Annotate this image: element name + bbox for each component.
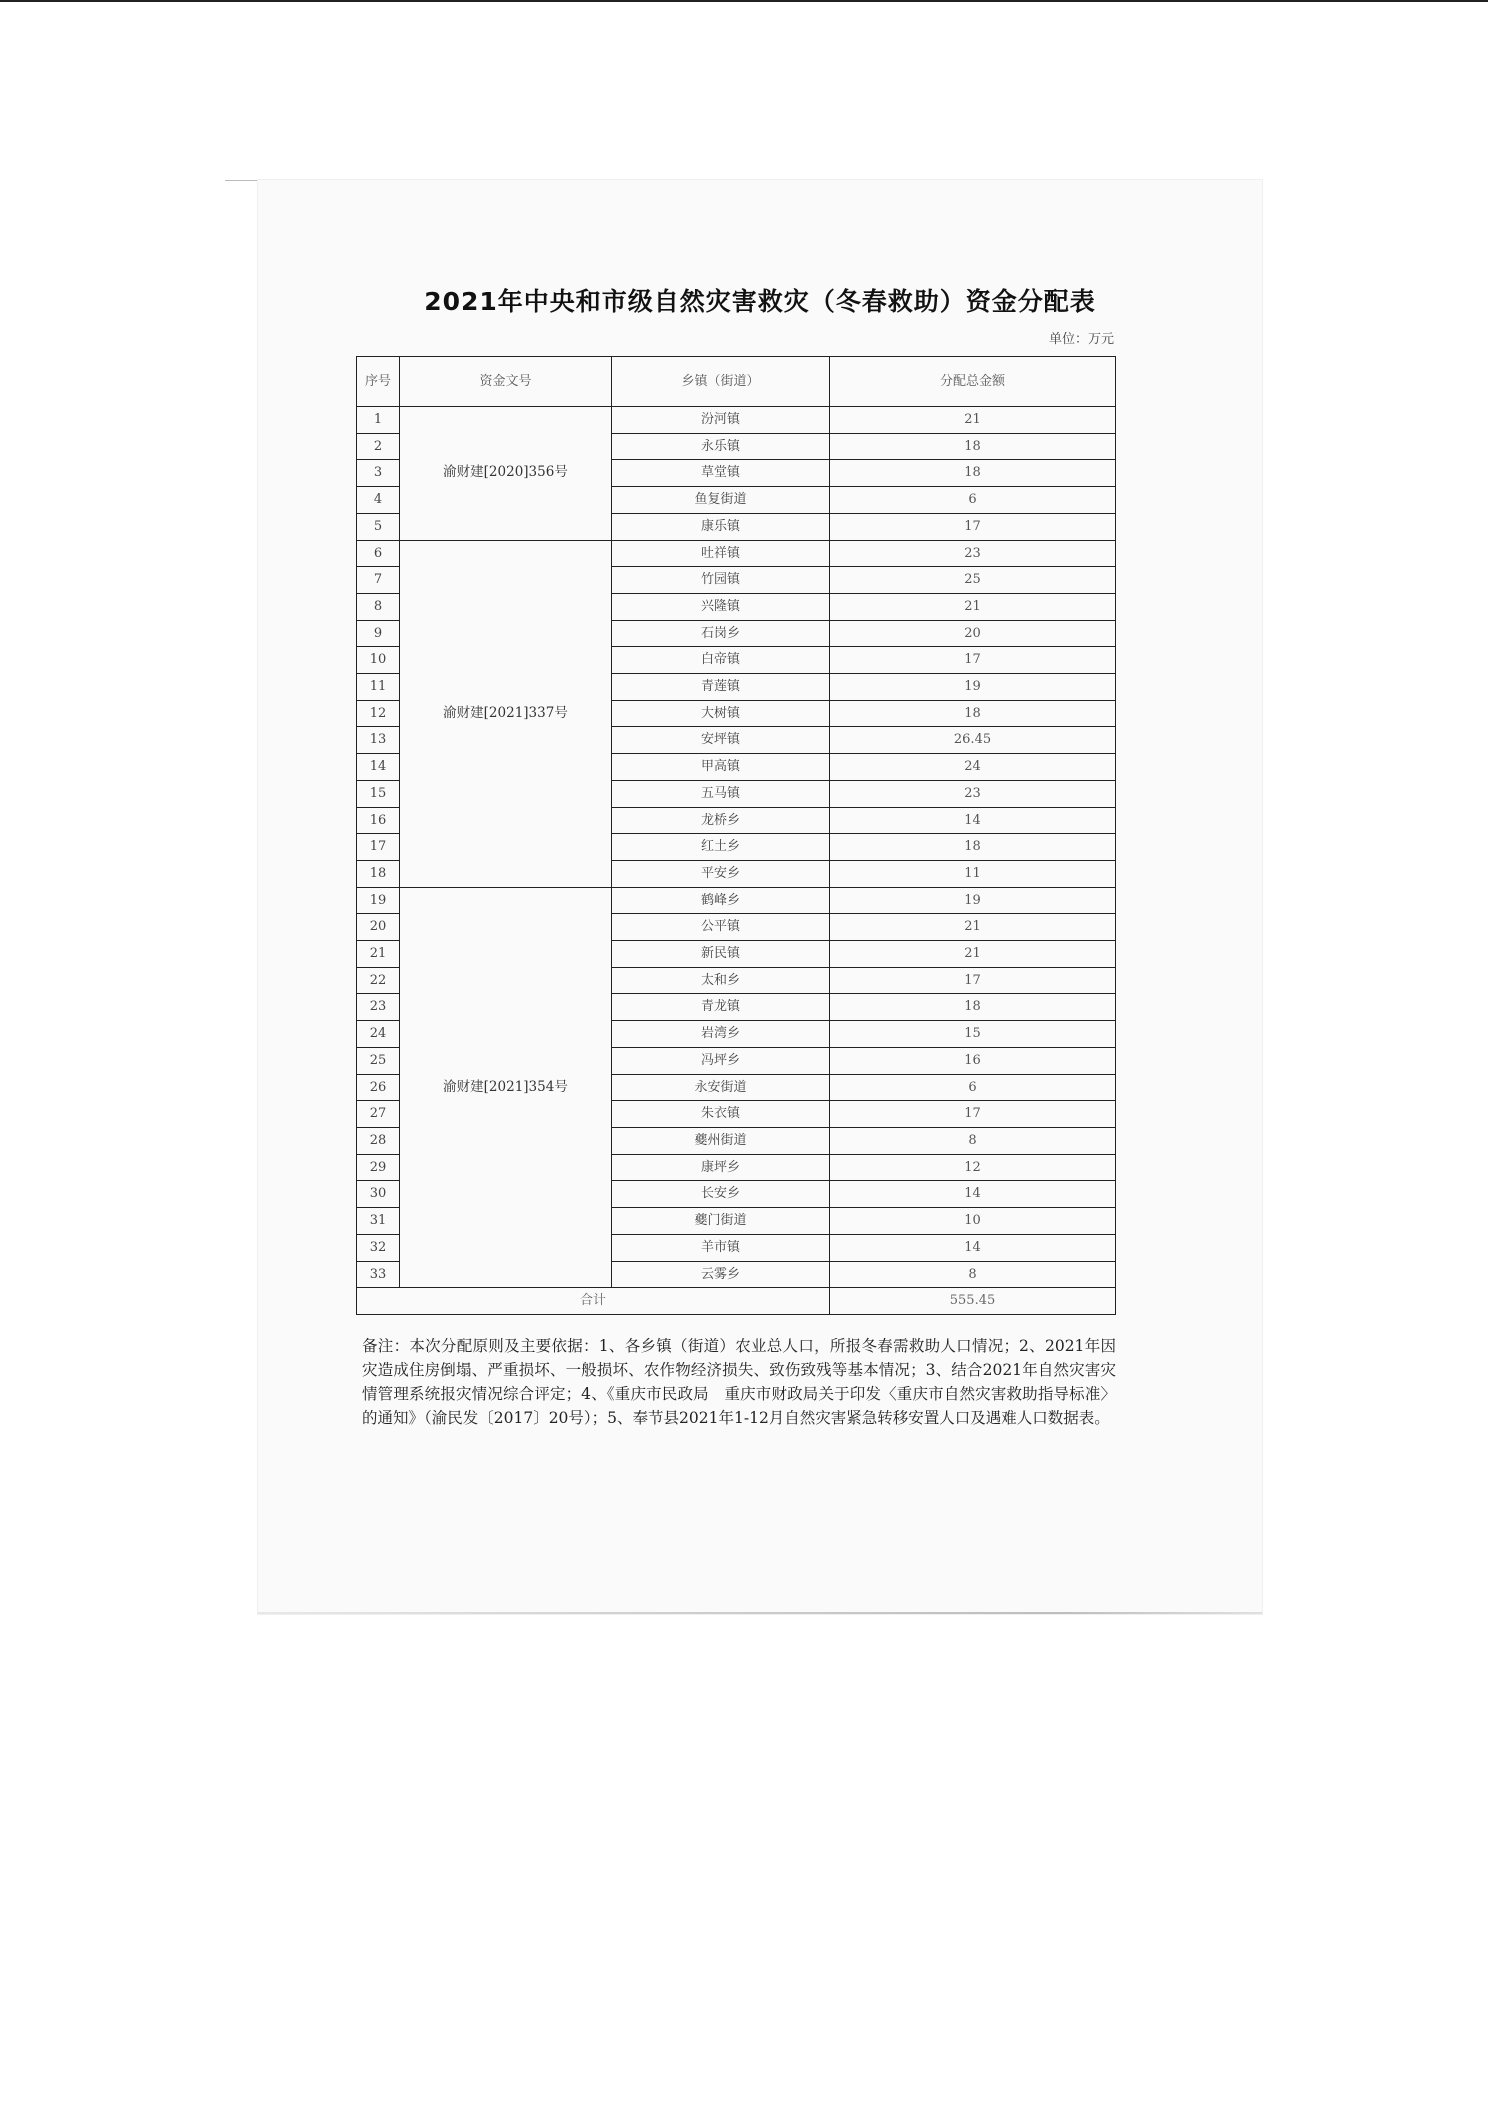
seq-cell: 29 <box>357 1154 400 1181</box>
header-doc-no: 资金文号 <box>400 357 612 407</box>
town-cell: 兴隆镇 <box>612 593 830 620</box>
table-header <box>357 357 1116 407</box>
seq-cell: 9 <box>357 620 400 647</box>
amount-cell: 21 <box>830 593 1116 620</box>
seq-cell: 12 <box>357 700 400 727</box>
amount-cell: 20 <box>830 620 1116 647</box>
remarks-note: 备注：本次分配原则及主要依据：1、各乡镇（街道）农业总人口，所报冬春需救助人口情况；2、2021年因灾造成住房倒塌、严重损坏、一般损坏、农作物经济损失、致伤致残等基本情况；3、结合2021年自然灾害灾情管理系统报灾情况综合评定；4、《重庆市民政局 重庆市财政局关于印发〈重庆市自然灾害救助指导标准〉的通知》（渝民发〔2017〕20号）；5、奉节县2021年1-12月自然灾害紧急转移安置人口及遇难人口数据表。 <box>362 1337 1116 1427</box>
town-cell: 康乐镇 <box>612 513 830 540</box>
town-cell: 鱼复街道 <box>612 487 830 514</box>
seq-cell: 16 <box>357 807 400 834</box>
scan-edge-mark <box>225 180 259 181</box>
town-cell: 鹤峰乡 <box>612 887 830 914</box>
town-cell: 长安乡 <box>612 1181 830 1208</box>
town-cell: 安坪镇 <box>612 727 830 754</box>
seq-cell: 15 <box>357 780 400 807</box>
doc-number-cell: 渝财建[2020]356号 <box>400 407 612 541</box>
scan-top-border <box>0 0 1488 2</box>
town-cell: 草堂镇 <box>612 460 830 487</box>
town-cell: 白帝镇 <box>612 647 830 674</box>
header-row <box>357 357 1116 407</box>
amount-cell: 10 <box>830 1208 1116 1235</box>
seq-cell: 19 <box>357 887 400 914</box>
seq-cell: 21 <box>357 941 400 968</box>
amount-cell: 23 <box>830 780 1116 807</box>
town-cell: 竹园镇 <box>612 567 830 594</box>
amount-cell: 21 <box>830 407 1116 434</box>
seq-cell: 13 <box>357 727 400 754</box>
seq-cell: 7 <box>357 567 400 594</box>
seq-cell: 24 <box>357 1021 400 1048</box>
town-cell: 青龙镇 <box>612 994 830 1021</box>
seq-cell: 26 <box>357 1074 400 1101</box>
town-cell: 康坪乡 <box>612 1154 830 1181</box>
seq-cell: 17 <box>357 834 400 861</box>
scan-bottom-edge <box>258 1612 1262 1614</box>
seq-cell: 18 <box>357 860 400 887</box>
table-row <box>357 887 1116 914</box>
amount-cell: 14 <box>830 1234 1116 1261</box>
document-title: 2021年中央和市级自然灾害救灾（冬春救助）资金分配表 <box>424 287 1096 316</box>
seq-cell: 31 <box>357 1208 400 1235</box>
total-label: 合计 <box>357 1288 830 1315</box>
seq-cell: 30 <box>357 1181 400 1208</box>
total-amount: 555.45 <box>830 1288 1116 1315</box>
doc-number-cell: 渝财建[2021]354号 <box>400 887 612 1288</box>
header-amount: 分配总金额 <box>830 357 1116 407</box>
amount-cell: 17 <box>830 513 1116 540</box>
town-cell: 平安乡 <box>612 860 830 887</box>
amount-cell: 8 <box>830 1127 1116 1154</box>
town-cell: 永安街道 <box>612 1074 830 1101</box>
town-cell: 龙桥乡 <box>612 807 830 834</box>
seq-cell: 20 <box>357 914 400 941</box>
amount-cell: 14 <box>830 807 1116 834</box>
seq-cell: 32 <box>357 1234 400 1261</box>
town-cell: 新民镇 <box>612 941 830 968</box>
table-row <box>357 540 1116 567</box>
amount-cell: 18 <box>830 433 1116 460</box>
seq-cell: 33 <box>357 1261 400 1288</box>
town-cell: 夔门街道 <box>612 1208 830 1235</box>
town-cell: 夔州街道 <box>612 1127 830 1154</box>
town-cell: 甲高镇 <box>612 754 830 781</box>
amount-cell: 19 <box>830 674 1116 701</box>
seq-cell: 3 <box>357 460 400 487</box>
amount-cell: 21 <box>830 914 1116 941</box>
header-town: 乡镇（街道） <box>612 357 830 407</box>
amount-cell: 11 <box>830 860 1116 887</box>
amount-cell: 18 <box>830 700 1116 727</box>
amount-cell: 26.45 <box>830 727 1116 754</box>
table-row <box>357 407 1116 434</box>
amount-cell: 24 <box>830 754 1116 781</box>
amount-cell: 17 <box>830 1101 1116 1128</box>
total-row <box>357 1288 1116 1315</box>
town-cell: 吐祥镇 <box>612 540 830 567</box>
town-cell: 石岗乡 <box>612 620 830 647</box>
seq-cell: 22 <box>357 967 400 994</box>
town-cell: 岩湾乡 <box>612 1021 830 1048</box>
doc-number-cell: 渝财建[2021]337号 <box>400 540 612 887</box>
seq-cell: 11 <box>357 674 400 701</box>
amount-cell: 25 <box>830 567 1116 594</box>
seq-cell: 10 <box>357 647 400 674</box>
unit-label: 单位：万元 <box>1048 332 1114 347</box>
town-cell: 太和乡 <box>612 967 830 994</box>
town-cell: 红土乡 <box>612 834 830 861</box>
seq-cell: 2 <box>357 433 400 460</box>
amount-cell: 17 <box>830 967 1116 994</box>
amount-cell: 18 <box>830 994 1116 1021</box>
town-cell: 汾河镇 <box>612 407 830 434</box>
town-cell: 朱衣镇 <box>612 1101 830 1128</box>
table-body <box>357 407 1116 1288</box>
seq-cell: 25 <box>357 1047 400 1074</box>
table-footer <box>357 1288 1116 1315</box>
amount-cell: 16 <box>830 1047 1116 1074</box>
seq-cell: 6 <box>357 540 400 567</box>
amount-cell: 8 <box>830 1261 1116 1288</box>
town-cell: 云雾乡 <box>612 1261 830 1288</box>
amount-cell: 18 <box>830 460 1116 487</box>
town-cell: 青莲镇 <box>612 674 830 701</box>
seq-cell: 27 <box>357 1101 400 1128</box>
amount-cell: 17 <box>830 647 1116 674</box>
town-cell: 冯坪乡 <box>612 1047 830 1074</box>
seq-cell: 4 <box>357 487 400 514</box>
amount-cell: 19 <box>830 887 1116 914</box>
header-seq: 序号 <box>357 357 400 407</box>
amount-cell: 18 <box>830 834 1116 861</box>
seq-cell: 23 <box>357 994 400 1021</box>
town-cell: 永乐镇 <box>612 433 830 460</box>
amount-cell: 6 <box>830 1074 1116 1101</box>
amount-cell: 6 <box>830 487 1116 514</box>
amount-cell: 12 <box>830 1154 1116 1181</box>
allocation-table <box>356 356 1116 1315</box>
town-cell: 羊市镇 <box>612 1234 830 1261</box>
amount-cell: 23 <box>830 540 1116 567</box>
seq-cell: 5 <box>357 513 400 540</box>
seq-cell: 28 <box>357 1127 400 1154</box>
seq-cell: 8 <box>357 593 400 620</box>
seq-cell: 1 <box>357 407 400 434</box>
seq-cell: 14 <box>357 754 400 781</box>
town-cell: 公平镇 <box>612 914 830 941</box>
town-cell: 五马镇 <box>612 780 830 807</box>
amount-cell: 21 <box>830 941 1116 968</box>
town-cell: 大树镇 <box>612 700 830 727</box>
amount-cell: 15 <box>830 1021 1116 1048</box>
amount-cell: 14 <box>830 1181 1116 1208</box>
